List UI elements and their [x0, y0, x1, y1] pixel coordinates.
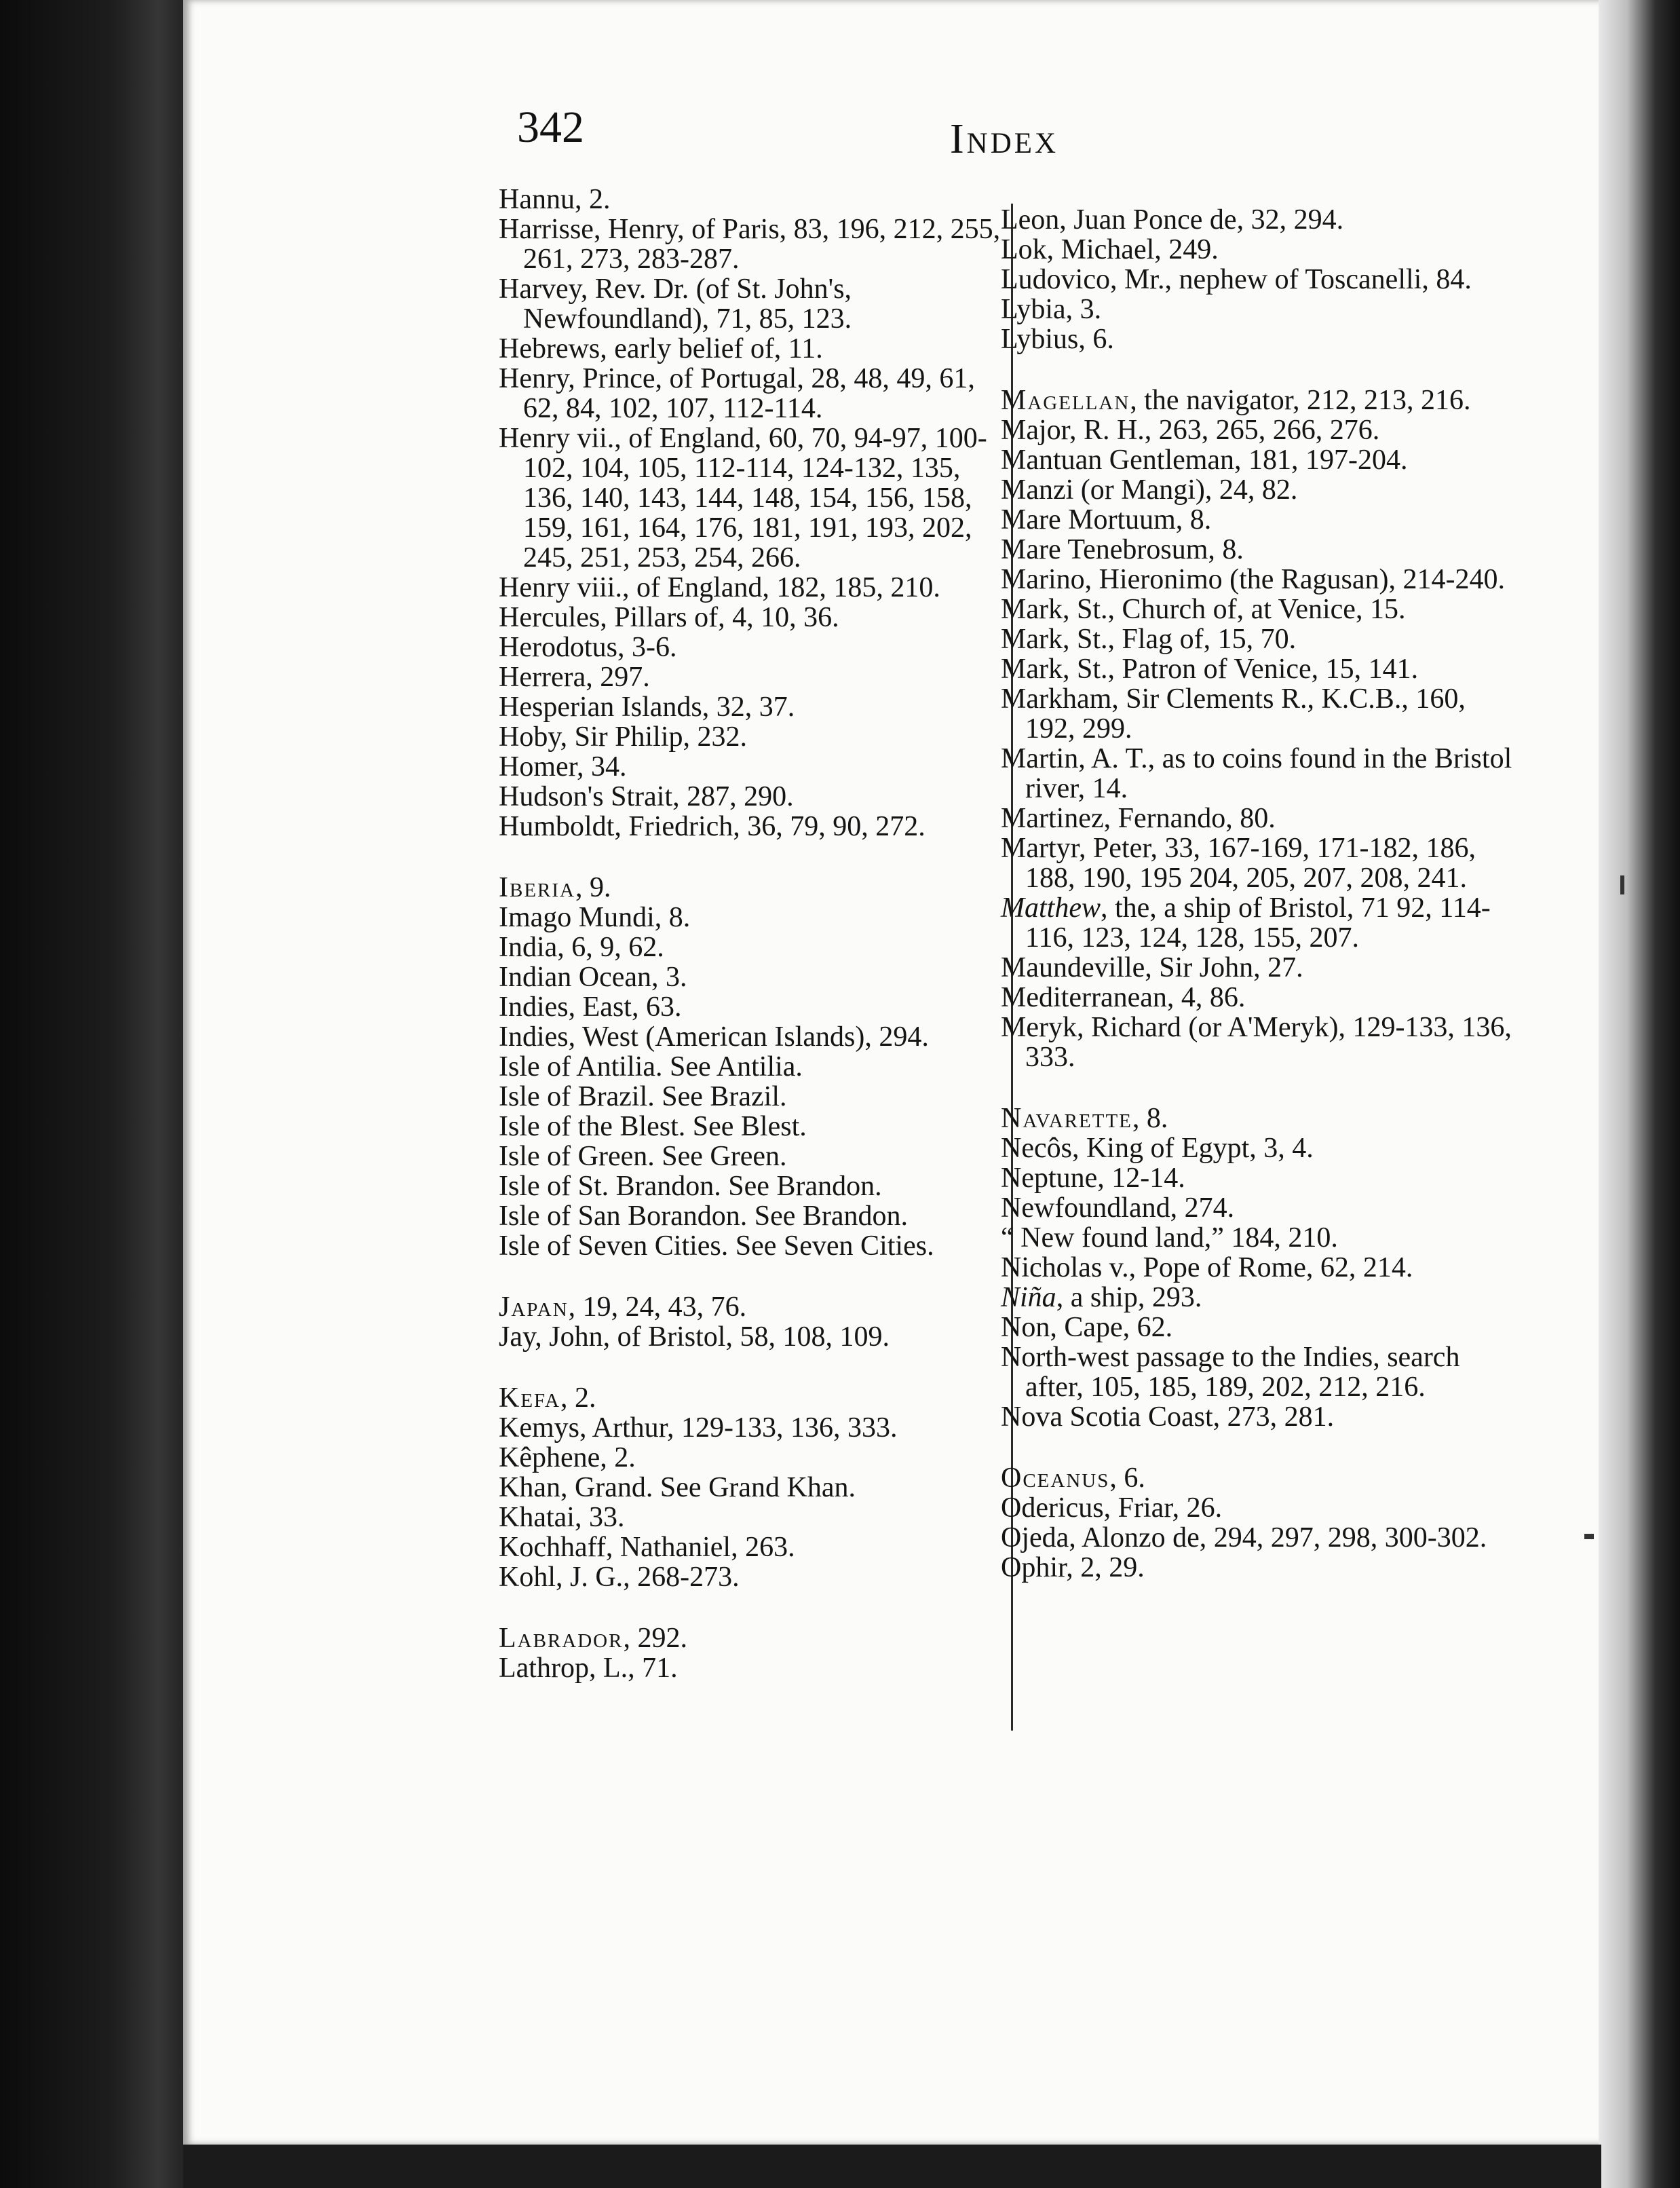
entry-text: Mantuan Gentleman, 181, 197-204. [1001, 445, 1408, 476]
entry-text: Mark, St., Church of, at Venice, 15. [1001, 594, 1406, 625]
entry-text: Martinez, Fernando, 80. [1001, 803, 1276, 834]
index-column-right [1001, 205, 1516, 1583]
index-entry [1001, 235, 1516, 265]
index-entry [1001, 385, 1516, 415]
index-entry [499, 722, 1014, 752]
index-entry [499, 1171, 1014, 1201]
index-entry [1001, 744, 1516, 804]
index-entry [499, 573, 1014, 603]
entry-text: Hebrews, early belief of, 11. [499, 333, 823, 364]
index-entry [1001, 205, 1516, 235]
entry-text: Martin, A. T., as to coins found in the Bristol river, 14. [1001, 743, 1512, 804]
index-entry [499, 1532, 1014, 1562]
index-entry [1001, 684, 1516, 744]
index-entry [499, 1322, 1014, 1352]
entry-text: Isle of the Blest. See Blest. [499, 1111, 807, 1142]
index-entry [499, 1052, 1014, 1082]
entry-text: Maundeville, Sir John, 27. [1001, 952, 1303, 983]
index-entry [499, 214, 1014, 274]
entry-text: Humboldt, Friedrich, 36, 79, 90, 272. [499, 811, 925, 842]
index-entry [499, 1082, 1014, 1112]
entry-text: Martyr, Peter, 33, 167-169, 171-182, 186, 188, 190, 195 204, 205, 207, 208, 241. [1001, 833, 1476, 894]
entry-text: Hoby, Sir Philip, 232. [499, 721, 747, 753]
entry-text: India, 6, 9, 62. [499, 932, 664, 963]
index-entry [499, 903, 1014, 932]
entry-text: Henry, Prince, of Portugal, 28, 48, 49, 61, 62, 84, 102, 107, 112-114. [499, 363, 975, 424]
entry-text: , a ship, 293. [1056, 1282, 1202, 1313]
entry-text: Ludovico, Mr., nephew of Toscanelli, 84. [1001, 264, 1472, 295]
entry-text: Nicholas v., Pope of Rome, 62, 214. [1001, 1252, 1413, 1283]
entry-text: Leon, Juan Ponce de, 32, 294. [1001, 204, 1344, 235]
letter-section-gap [499, 1352, 1014, 1383]
index-entry [499, 1562, 1014, 1592]
entry-text: , 19, 24, 43, 76. [568, 1291, 747, 1323]
index-entry [499, 1112, 1014, 1142]
index-entry [1001, 983, 1516, 1013]
index-entry [499, 1231, 1014, 1261]
index-entry [1001, 624, 1516, 654]
entry-text: Ophir, 2, 29. [1001, 1552, 1145, 1583]
index-entry [499, 1201, 1014, 1231]
index-entry [499, 692, 1014, 722]
index-entry [1001, 1104, 1516, 1133]
entry-text: Mark, St., Patron of Venice, 15, 141. [1001, 654, 1419, 685]
entry-text: Mediterranean, 4, 86. [1001, 982, 1246, 1013]
scan-right-edge [1599, 0, 1680, 2188]
letter-section-gap [499, 1592, 1014, 1623]
index-entry [499, 603, 1014, 633]
entry-text: , 9. [575, 872, 611, 903]
entry-text: , 2. [560, 1382, 596, 1414]
entry-text: Hercules, Pillars of, 4, 10, 36. [499, 602, 839, 633]
entry-text: Herodotus, 3-6. [499, 632, 677, 663]
index-entry [1001, 1193, 1516, 1223]
entry-text: Lok, Michael, 249. [1001, 234, 1219, 265]
entry-text: Hesperian Islands, 32, 37. [499, 692, 795, 723]
entry-text: Mare Tenebrosum, 8. [1001, 534, 1244, 565]
entry-text: Marino, Hieronimo (the Ragusan), 214-240. [1001, 564, 1506, 595]
index-entry [499, 1142, 1014, 1171]
index-entry [1001, 1223, 1516, 1253]
index-entry [499, 1473, 1014, 1503]
entry-text: Kêphene, 2. [499, 1442, 636, 1473]
entry-text: Indian Ocean, 3. [499, 962, 687, 993]
entry-headword: Iberia [499, 872, 575, 903]
index-entry [499, 1503, 1014, 1532]
entry-text: Isle of Green. See Green. [499, 1141, 787, 1172]
index-entry [499, 1413, 1014, 1443]
entry-text: , 8. [1132, 1103, 1168, 1134]
entry-text: Non, Cape, 62. [1001, 1312, 1173, 1343]
entry-text: Lybius, 6. [1001, 324, 1114, 355]
index-entry [1001, 505, 1516, 535]
index-entry [499, 1383, 1014, 1413]
index-entry [1001, 1493, 1516, 1523]
entry-text: Jay, John, of Bristol, 58, 108, 109. [499, 1321, 890, 1353]
letter-section-gap [499, 842, 1014, 873]
index-entry [1001, 1523, 1516, 1553]
scan-left-edge [0, 0, 204, 2188]
entry-text: Odericus, Friar, 26. [1001, 1492, 1223, 1524]
entry-text: Necôs, King of Egypt, 3, 4. [1001, 1133, 1314, 1164]
entry-text: Newfoundland, 274. [1001, 1192, 1235, 1224]
entry-headword: Magellan [1001, 385, 1130, 416]
entry-headword: Navarette [1001, 1103, 1132, 1134]
entry-text: “ New found land,” 184, 210. [1001, 1222, 1338, 1253]
index-entry [1001, 535, 1516, 565]
entry-headword: Labrador [499, 1623, 624, 1654]
index-entry [499, 633, 1014, 662]
index-entry [1001, 1463, 1516, 1493]
entry-text: Hannu, 2. [499, 184, 611, 215]
index-entry [1001, 1313, 1516, 1342]
index-entry [499, 423, 1014, 573]
letter-section-gap [1001, 354, 1516, 385]
index-entry [1001, 265, 1516, 295]
entry-text: Meryk, Richard (or A'Meryk), 129-133, 136, 333. [1001, 1012, 1512, 1073]
entry-text: Ojeda, Alonzo de, 294, 297, 298, 300-302. [1001, 1522, 1487, 1553]
entry-text: , the navigator, 212, 213, 216. [1130, 385, 1471, 416]
index-entry [499, 1022, 1014, 1052]
index-entry [1001, 953, 1516, 983]
entry-text: Indies, East, 63. [499, 992, 682, 1023]
entry-text: Henry vii., of England, 60, 70, 94-97, 100-102, 104, 105, 112-114, 124-132, 135, 136, 140, 143, 144, 148, 154, 156, 158, 159, 161, 164, 176, 181, 191, 193, 202, 245, 251, 253, 254, 266. [499, 423, 987, 573]
index-entry [499, 962, 1014, 992]
index-entry [1001, 1283, 1516, 1313]
index-entry [1001, 445, 1516, 475]
index-entry [499, 334, 1014, 364]
entry-text: Mark, St., Flag of, 15, 70. [1001, 624, 1297, 655]
entry-text: Henry viii., of England, 182, 185, 210. [499, 572, 940, 603]
index-entry [1001, 1253, 1516, 1283]
index-entry [1001, 475, 1516, 505]
index-entry [499, 873, 1014, 903]
entry-text: Markham, Sir Clements R., K.C.B., 160, 192, 299. [1001, 683, 1466, 744]
entry-text: , 6. [1109, 1463, 1145, 1494]
scan-speck [1620, 875, 1624, 894]
entry-text: Lybia, 3. [1001, 294, 1102, 325]
index-entry [499, 1653, 1014, 1683]
entry-text: Manzi (or Mangi), 24, 82. [1001, 474, 1298, 506]
entry-text: Isle of Brazil. See Brazil. [499, 1081, 787, 1112]
index-entry [1001, 565, 1516, 595]
index-entry [499, 662, 1014, 692]
index-entry [1001, 1013, 1516, 1072]
running-head: Index [950, 116, 1059, 162]
index-entry [499, 992, 1014, 1022]
index-entry [499, 364, 1014, 423]
index-entry [1001, 1163, 1516, 1193]
index-entry [1001, 833, 1516, 893]
entry-text: Homer, 34. [499, 751, 627, 782]
entry-text: Mare Mortuum, 8. [1001, 504, 1212, 535]
index-entry [499, 1623, 1014, 1653]
entry-headword: Japan [499, 1291, 569, 1323]
index-entry [1001, 1553, 1516, 1583]
index-entry [1001, 595, 1516, 624]
entry-text: Imago Mundi, 8. [499, 902, 691, 933]
entry-text: Harvey, Rev. Dr. (of St. John's, Newfoundland), 71, 85, 123. [499, 274, 852, 335]
index-entry [499, 812, 1014, 842]
entry-text: Major, R. H., 263, 265, 266, 276. [1001, 415, 1380, 446]
entry-text: , the, a ship of Bristol, 71 92, 114-116, 123, 124, 128, 155, 207. [1025, 892, 1491, 954]
index-entry [1001, 295, 1516, 324]
scan-bottom-edge [183, 2145, 1601, 2188]
letter-section-gap [499, 1261, 1014, 1292]
entry-headword: Oceanus [1001, 1463, 1110, 1494]
index-column-left [499, 185, 1014, 1683]
entry-text: Harrisse, Henry, of Paris, 83, 196, 212, 255, 261, 273, 283-287. [499, 214, 1001, 275]
index-entry [499, 274, 1014, 334]
index-entry [499, 1292, 1014, 1322]
page-number: 342 [517, 102, 584, 152]
entry-text: Nova Scotia Coast, 273, 281. [1001, 1401, 1335, 1433]
index-entry [1001, 1133, 1516, 1163]
index-entry [499, 185, 1014, 214]
entry-text: Indies, West (American Islands), 294. [499, 1021, 929, 1053]
entry-text: Neptune, 12-14. [1001, 1163, 1185, 1194]
index-entry [1001, 415, 1516, 445]
letter-section-gap [1001, 1072, 1516, 1104]
scan-speck [1584, 1534, 1594, 1539]
index-entry [1001, 804, 1516, 833]
index-entry [499, 782, 1014, 812]
entry-text: Lathrop, L., 71. [499, 1653, 678, 1684]
entry-text: Khan, Grand. See Grand Khan. [499, 1472, 856, 1503]
entry-headword: Kefa [499, 1382, 560, 1414]
entry-ship-name: Matthew [1001, 892, 1101, 924]
letter-section-gap [1001, 1432, 1516, 1463]
entry-text: Hudson's Strait, 287, 290. [499, 781, 794, 812]
entry-ship-name: Niña [1001, 1282, 1056, 1313]
entry-text: Khatai, 33. [499, 1502, 625, 1533]
entry-text: Isle of Seven Cities. See Seven Cities. [499, 1230, 934, 1262]
index-entry [1001, 893, 1516, 953]
entry-text: North-west passage to the Indies, search after, 105, 185, 189, 202, 212, 216. [1001, 1342, 1460, 1403]
entry-text: Kohl, J. G., 268-273. [499, 1562, 740, 1593]
index-entry [1001, 654, 1516, 684]
entry-text: Herrera, 297. [499, 662, 650, 693]
entry-text: Isle of San Borandon. See Brandon. [499, 1201, 909, 1232]
index-entry [499, 932, 1014, 962]
index-entry [499, 752, 1014, 782]
entry-text: Isle of St. Brandon. See Brandon. [499, 1171, 882, 1202]
entry-text: Kochhaff, Nathaniel, 263. [499, 1532, 795, 1563]
entry-text: Isle of Antilia. See Antilia. [499, 1051, 803, 1082]
entry-text: , 292. [623, 1623, 687, 1654]
index-entry [1001, 324, 1516, 354]
entry-text: Kemys, Arthur, 129-133, 136, 333. [499, 1412, 898, 1444]
index-entry [1001, 1342, 1516, 1402]
index-entry [1001, 1402, 1516, 1432]
index-entry [499, 1443, 1014, 1473]
